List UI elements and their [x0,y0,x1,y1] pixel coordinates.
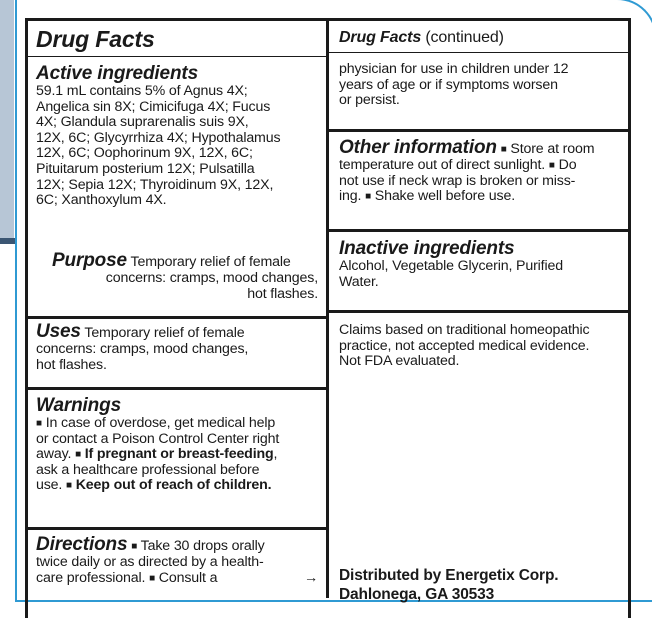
active-line: 12X, 6C; Oophorinum 9X, 12X, 6C; [36,145,253,162]
bullet-icon: ■ [548,160,555,171]
continued-line: or persist. [339,92,400,109]
warnings-line: In case of overdose, get medical help [45,415,276,431]
directions-line: twice daily or as directed by a health- [36,554,264,570]
drug-facts-title-right [339,29,629,47]
section-divider [28,527,326,530]
title-rule-right [329,52,628,53]
column-divider [326,18,329,598]
claims-line: practice, not accepted medical evidence. [339,337,590,354]
warnings-punct: , [273,446,278,463]
purpose-heading: Purpose [52,250,127,271]
uses-line: Temporary relief of female [84,325,245,341]
active-line: 6C; Xanthoxylum 4X. [36,192,167,209]
inactive-line: Water. [339,273,379,290]
title-rule-left [28,56,326,57]
active-line: 12X; Sepia 12X; Thyroidinum 9X, 12X, [36,176,274,193]
uses-line: hot flashes. [36,356,107,373]
purpose-line: Temporary relief of female [130,254,291,270]
uses-line: concerns: cramps, mood changes, [36,341,249,357]
distributor-section [339,566,629,604]
other-line: Do [558,157,577,173]
drug-facts-continued-heading: Drug Facts [339,29,422,46]
active-line: 12X, 6C; Glycyrrhiza 4X; Hypothalamus [36,129,281,146]
claims-line: Not FDA evaluated. [339,353,460,370]
children-warning: Keep out of reach of children. [75,477,272,494]
active-line: Pituitarum posterium 12X; Pulsatilla [36,160,255,177]
left-color-band [0,0,14,238]
warnings-line: away. [36,446,72,463]
uses-section [36,322,324,373]
other-information-heading: Other information [339,137,497,158]
continued-line: years of age or if symptoms worsen [339,76,558,93]
drug-facts-title-left [36,26,321,52]
directions-heading: Directions [36,534,128,555]
directions-section [36,535,324,586]
bullet-icon: ■ [365,191,371,203]
active-line: 4X; Glandula suprarenalis suis 9X, [36,114,249,131]
continued-section [339,62,629,109]
other-line: Store at room [510,141,595,157]
directions-line: care professional. [36,569,146,586]
warnings-line: or contact a Poison Control Center right [36,430,280,447]
directions-line: Take 30 drops orally [140,538,265,554]
other-line: Shake well before use. [374,188,516,205]
pregnant-warning: If pregnant or breast-feeding [84,446,274,463]
warnings-line: use. [36,477,63,494]
warnings-section [36,396,326,494]
distributor-line: Distributed by Energetix Corp. [339,567,559,584]
section-divider [28,387,326,390]
drug-facts-heading: Drug Facts [36,26,155,52]
section-divider [329,229,628,232]
active-ingredients-heading: Active ingredients [36,63,199,84]
bullet-icon: ■ [131,541,138,552]
distributor-address: Dahlonega, GA 30533 [339,586,495,603]
bullet-icon: ■ [500,144,507,155]
other-information-section [339,138,631,205]
warnings-line: ask a healthcare professional before [36,461,260,478]
other-line: temperature out of direct sunlight. [339,157,546,173]
active-line: Angelica sin 8X; Cimicifuga 4X; Fucus [36,98,271,115]
bullet-icon: ■ [75,449,81,461]
continued-line: physician for use in children under 12 [339,61,569,77]
continue-arrow-icon: → [303,569,318,586]
other-line: not use if neck wrap is broken or miss- [339,172,576,189]
directions-line: Consult a [158,569,218,586]
purpose-line: concerns: cramps, mood changes, [105,270,318,286]
bullet-icon: ■ [36,418,42,429]
inactive-ingredients-section [339,239,629,290]
inactive-ingredients-heading: Inactive ingredients [339,238,515,259]
other-line: ing. [339,188,362,205]
purpose-line: hot flashes. [247,285,318,302]
purpose-section [36,251,318,302]
inactive-line: Alcohol, Vegetable Glycerin, Purified [339,258,563,274]
bullet-icon: ■ [66,480,72,492]
active-line: 59.1 mL contains 5% of Agnus 4X; [36,83,248,99]
continued-label: (continued) [425,29,504,46]
section-divider [329,129,628,132]
warnings-heading: Warnings [36,395,122,416]
claims-section [339,323,631,370]
claims-line: Claims based on traditional homeopathic [339,322,590,338]
bullet-icon: ■ [149,572,155,584]
section-divider [28,316,326,319]
active-ingredients-section [36,64,324,209]
section-divider [329,310,628,313]
uses-heading: Uses [36,321,81,342]
